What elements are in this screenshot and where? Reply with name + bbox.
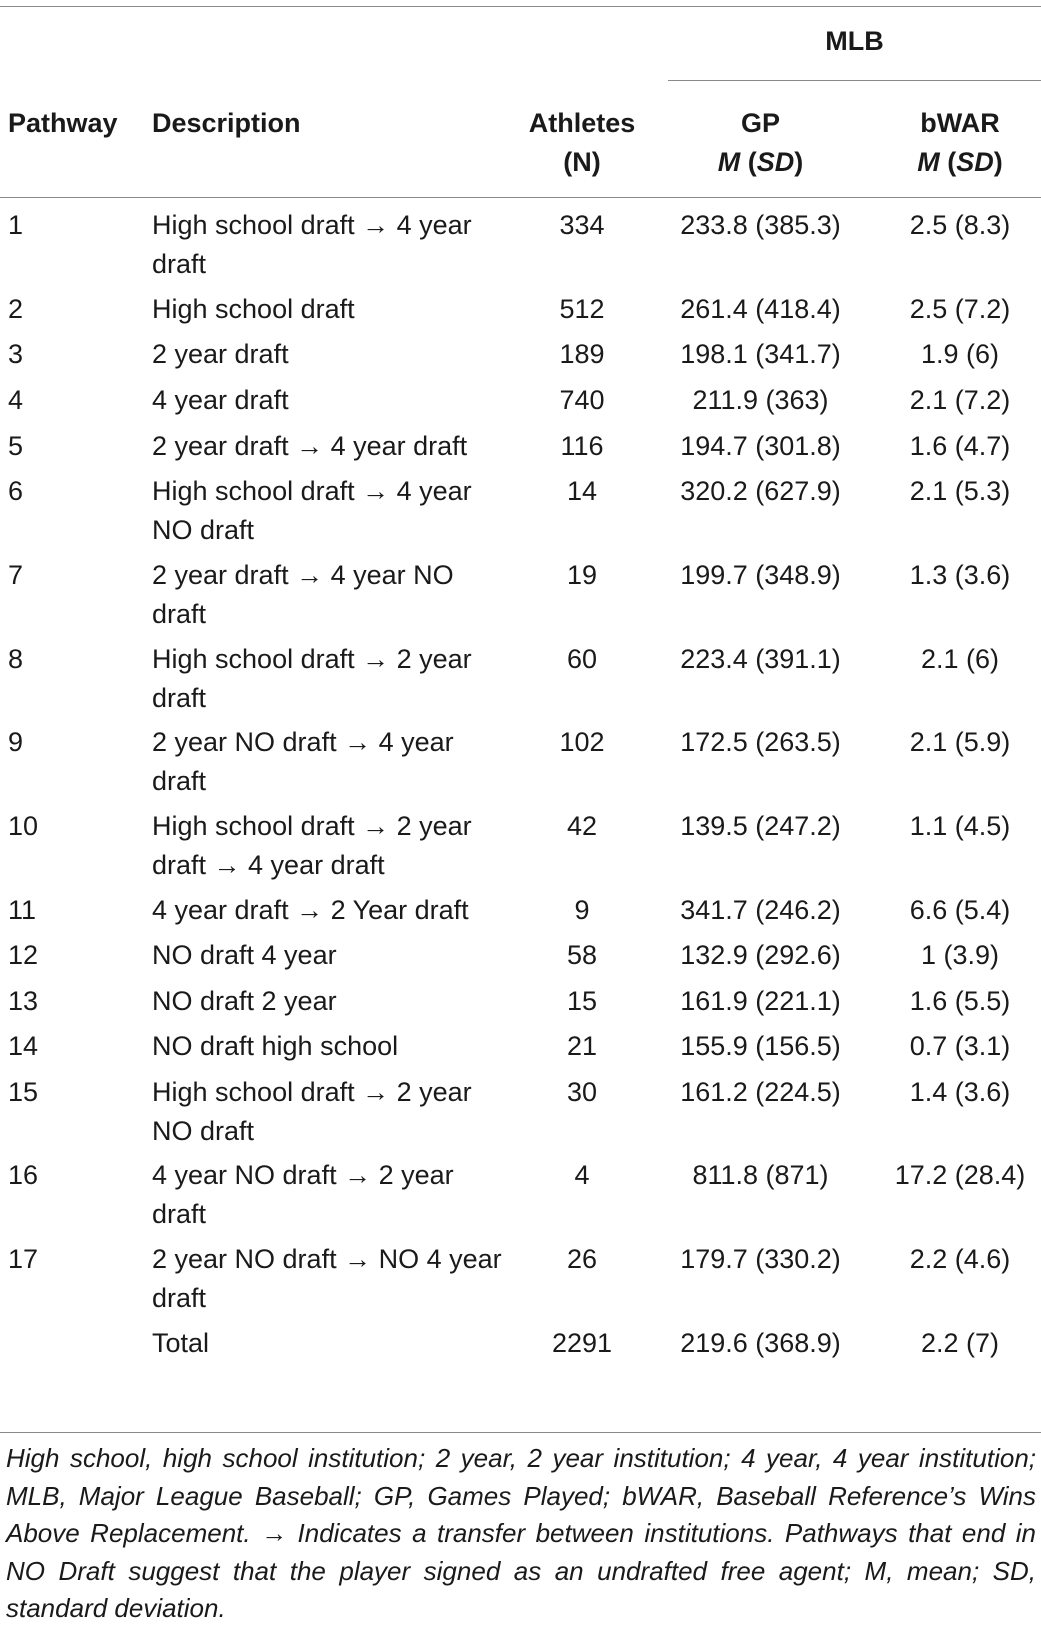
mlb-group-rule	[668, 80, 1041, 81]
row-pathway: 16	[8, 1160, 39, 1190]
table-bottom-rule	[0, 1432, 1041, 1433]
row-pathway: 11	[8, 895, 37, 925]
row-description: Total	[152, 1328, 210, 1358]
row-pathway: 6	[8, 476, 24, 506]
row-athletes: 60	[566, 644, 598, 674]
row-gp: 172.5 (263.5)	[680, 727, 841, 757]
row-description: 2 year draft → 4 year draft	[152, 431, 468, 461]
row-description: NO draft high school	[152, 1031, 399, 1061]
row-athletes: 512	[559, 294, 605, 324]
row-bwar: 1.3 (3.6)	[909, 560, 1011, 590]
row-gp: 132.9 (292.6)	[680, 940, 841, 970]
row-gp: 199.7 (348.9)	[680, 560, 841, 590]
row-athletes: 189	[559, 339, 605, 369]
row-athletes: 116	[560, 431, 604, 461]
header-description: Description	[152, 108, 301, 138]
row-bwar: 17.2 (28.4)	[894, 1160, 1026, 1190]
row-gp: 155.9 (156.5)	[680, 1031, 841, 1061]
row-pathway: 17	[8, 1244, 39, 1274]
row-description: 4 year draft	[152, 385, 289, 415]
row-bwar: 1.6 (4.7)	[909, 431, 1011, 461]
row-gp: 341.7 (246.2)	[680, 895, 841, 925]
row-description: High school draft → 4 year draft	[152, 210, 472, 279]
row-description: High school draft → 4 year NO draft	[152, 476, 472, 545]
row-athletes: 15	[566, 986, 598, 1016]
row-athletes: 14	[566, 476, 598, 506]
header-gp-mean: M	[717, 147, 741, 177]
row-pathway: 13	[8, 986, 39, 1016]
header-athletes-label: Athletes	[528, 108, 636, 138]
header-gp-stats: M (SD)	[717, 147, 804, 177]
row-athletes: 334	[559, 210, 605, 240]
row-pathway: 4	[8, 385, 24, 415]
header-bwar-stats: M (SD)	[917, 147, 1003, 177]
row-bwar: 2.2 (7)	[920, 1328, 1000, 1358]
row-pathway: 15	[8, 1077, 39, 1107]
header-gp-label: GP	[740, 108, 780, 138]
row-gp: 161.9 (221.1)	[680, 986, 841, 1016]
row-bwar: 2.1 (5.3)	[909, 476, 1011, 506]
row-athletes: 21	[566, 1031, 598, 1061]
header-bwar	[870, 104, 1041, 182]
row-bwar: 2.2 (4.6)	[909, 1244, 1011, 1274]
row-athletes: 9	[574, 895, 590, 925]
row-bwar: 1.1 (4.5)	[909, 811, 1011, 841]
row-athletes: 58	[566, 940, 598, 970]
row-athletes: 42	[566, 811, 598, 841]
header-gp	[668, 104, 853, 182]
table-top-rule	[0, 6, 1041, 7]
row-gp: 320.2 (627.9)	[680, 476, 841, 506]
row-athletes: 19	[566, 560, 598, 590]
row-description: High school draft → 2 year NO draft	[152, 1077, 472, 1146]
row-gp: 211.9 (363)	[692, 385, 829, 415]
row-pathway: 9	[8, 727, 24, 757]
header-bwar-label: bWAR	[920, 108, 1000, 138]
row-pathway: 8	[8, 644, 24, 674]
row-athletes: 2291	[551, 1328, 613, 1358]
row-description: NO draft 4 year	[152, 940, 337, 970]
row-description: High school draft	[152, 294, 355, 324]
row-description: High school draft → 2 year draft → 4 year draft	[152, 811, 472, 880]
row-gp: 179.7 (330.2)	[680, 1244, 841, 1274]
row-pathway: 5	[8, 431, 24, 461]
row-bwar: 2.5 (8.3)	[909, 210, 1011, 240]
row-pathway: 3	[8, 339, 24, 369]
row-gp: 219.6 (368.9)	[680, 1328, 841, 1358]
row-athletes: 740	[559, 385, 605, 415]
row-gp: 811.8 (871)	[692, 1160, 829, 1190]
row-gp: 233.8 (385.3)	[680, 210, 841, 240]
header-athletes	[512, 104, 652, 182]
row-bwar: 0.7 (3.1)	[909, 1031, 1011, 1061]
row-pathway: 14	[8, 1031, 39, 1061]
row-description: High school draft → 2 year draft	[152, 644, 472, 713]
row-gp: 261.4 (418.4)	[680, 294, 841, 324]
row-bwar: 1.9 (6)	[920, 339, 1000, 369]
header-bwar-sd: SD	[956, 147, 994, 177]
row-description: NO draft 2 year	[152, 986, 337, 1016]
row-bwar: 2.1 (5.9)	[909, 727, 1011, 757]
row-pathway: 2	[8, 294, 24, 324]
row-description: 2 year NO draft → NO 4 year draft	[152, 1244, 502, 1313]
row-bwar: 1 (3.9)	[920, 940, 1000, 970]
row-description: 4 year draft → 2 Year draft	[152, 895, 469, 925]
row-bwar: 2.1 (7.2)	[909, 385, 1011, 415]
header-bwar-mean: M	[917, 147, 940, 177]
row-pathway: 7	[8, 560, 24, 590]
row-gp: 194.7 (301.8)	[680, 431, 841, 461]
row-bwar: 2.5 (7.2)	[909, 294, 1011, 324]
row-description: 4 year NO draft → 2 year draft	[152, 1160, 454, 1229]
mlb-group-header: MLB	[825, 26, 884, 56]
row-pathway: 12	[8, 940, 39, 970]
row-athletes: 30	[566, 1077, 598, 1107]
table-footnote: High school, high school institution; 2 year, 2 year institution; 4 year, 4 year institution; MLB, Major League Baseball; GP, Games Played; bWAR, Baseball Reference’s Wins Above Replacement. → Indicates a transfer between institutions. Pathways that end in NO Draft suggest that the player signed as an undrafted free agent; M, mean; SD, standard deviation.	[6, 1443, 1036, 1623]
row-athletes: 4	[574, 1160, 590, 1190]
header-pathway: Pathway	[8, 108, 118, 138]
row-gp: 139.5 (247.2)	[680, 811, 841, 841]
row-bwar: 1.4 (3.6)	[909, 1077, 1011, 1107]
row-pathway: 10	[8, 811, 39, 841]
row-description: 2 year NO draft → 4 year draft	[152, 727, 454, 796]
row-gp: 161.2 (224.5)	[680, 1077, 841, 1107]
row-athletes: 26	[566, 1244, 598, 1274]
row-athletes: 102	[559, 727, 605, 757]
header-gp-sd: SD	[756, 147, 795, 177]
row-gp: 223.4 (391.1)	[680, 644, 841, 674]
row-description: 2 year draft → 4 year NO draft	[152, 560, 454, 629]
row-bwar: 1.6 (5.5)	[909, 986, 1011, 1016]
row-bwar: 6.6 (5.4)	[909, 895, 1011, 925]
row-description: 2 year draft	[152, 339, 289, 369]
row-pathway: 1	[8, 210, 24, 240]
header-bottom-rule	[0, 197, 1041, 198]
row-gp: 198.1 (341.7)	[680, 339, 841, 369]
header-athletes-unit: (N)	[563, 147, 601, 177]
row-bwar: 2.1 (6)	[920, 644, 1000, 674]
